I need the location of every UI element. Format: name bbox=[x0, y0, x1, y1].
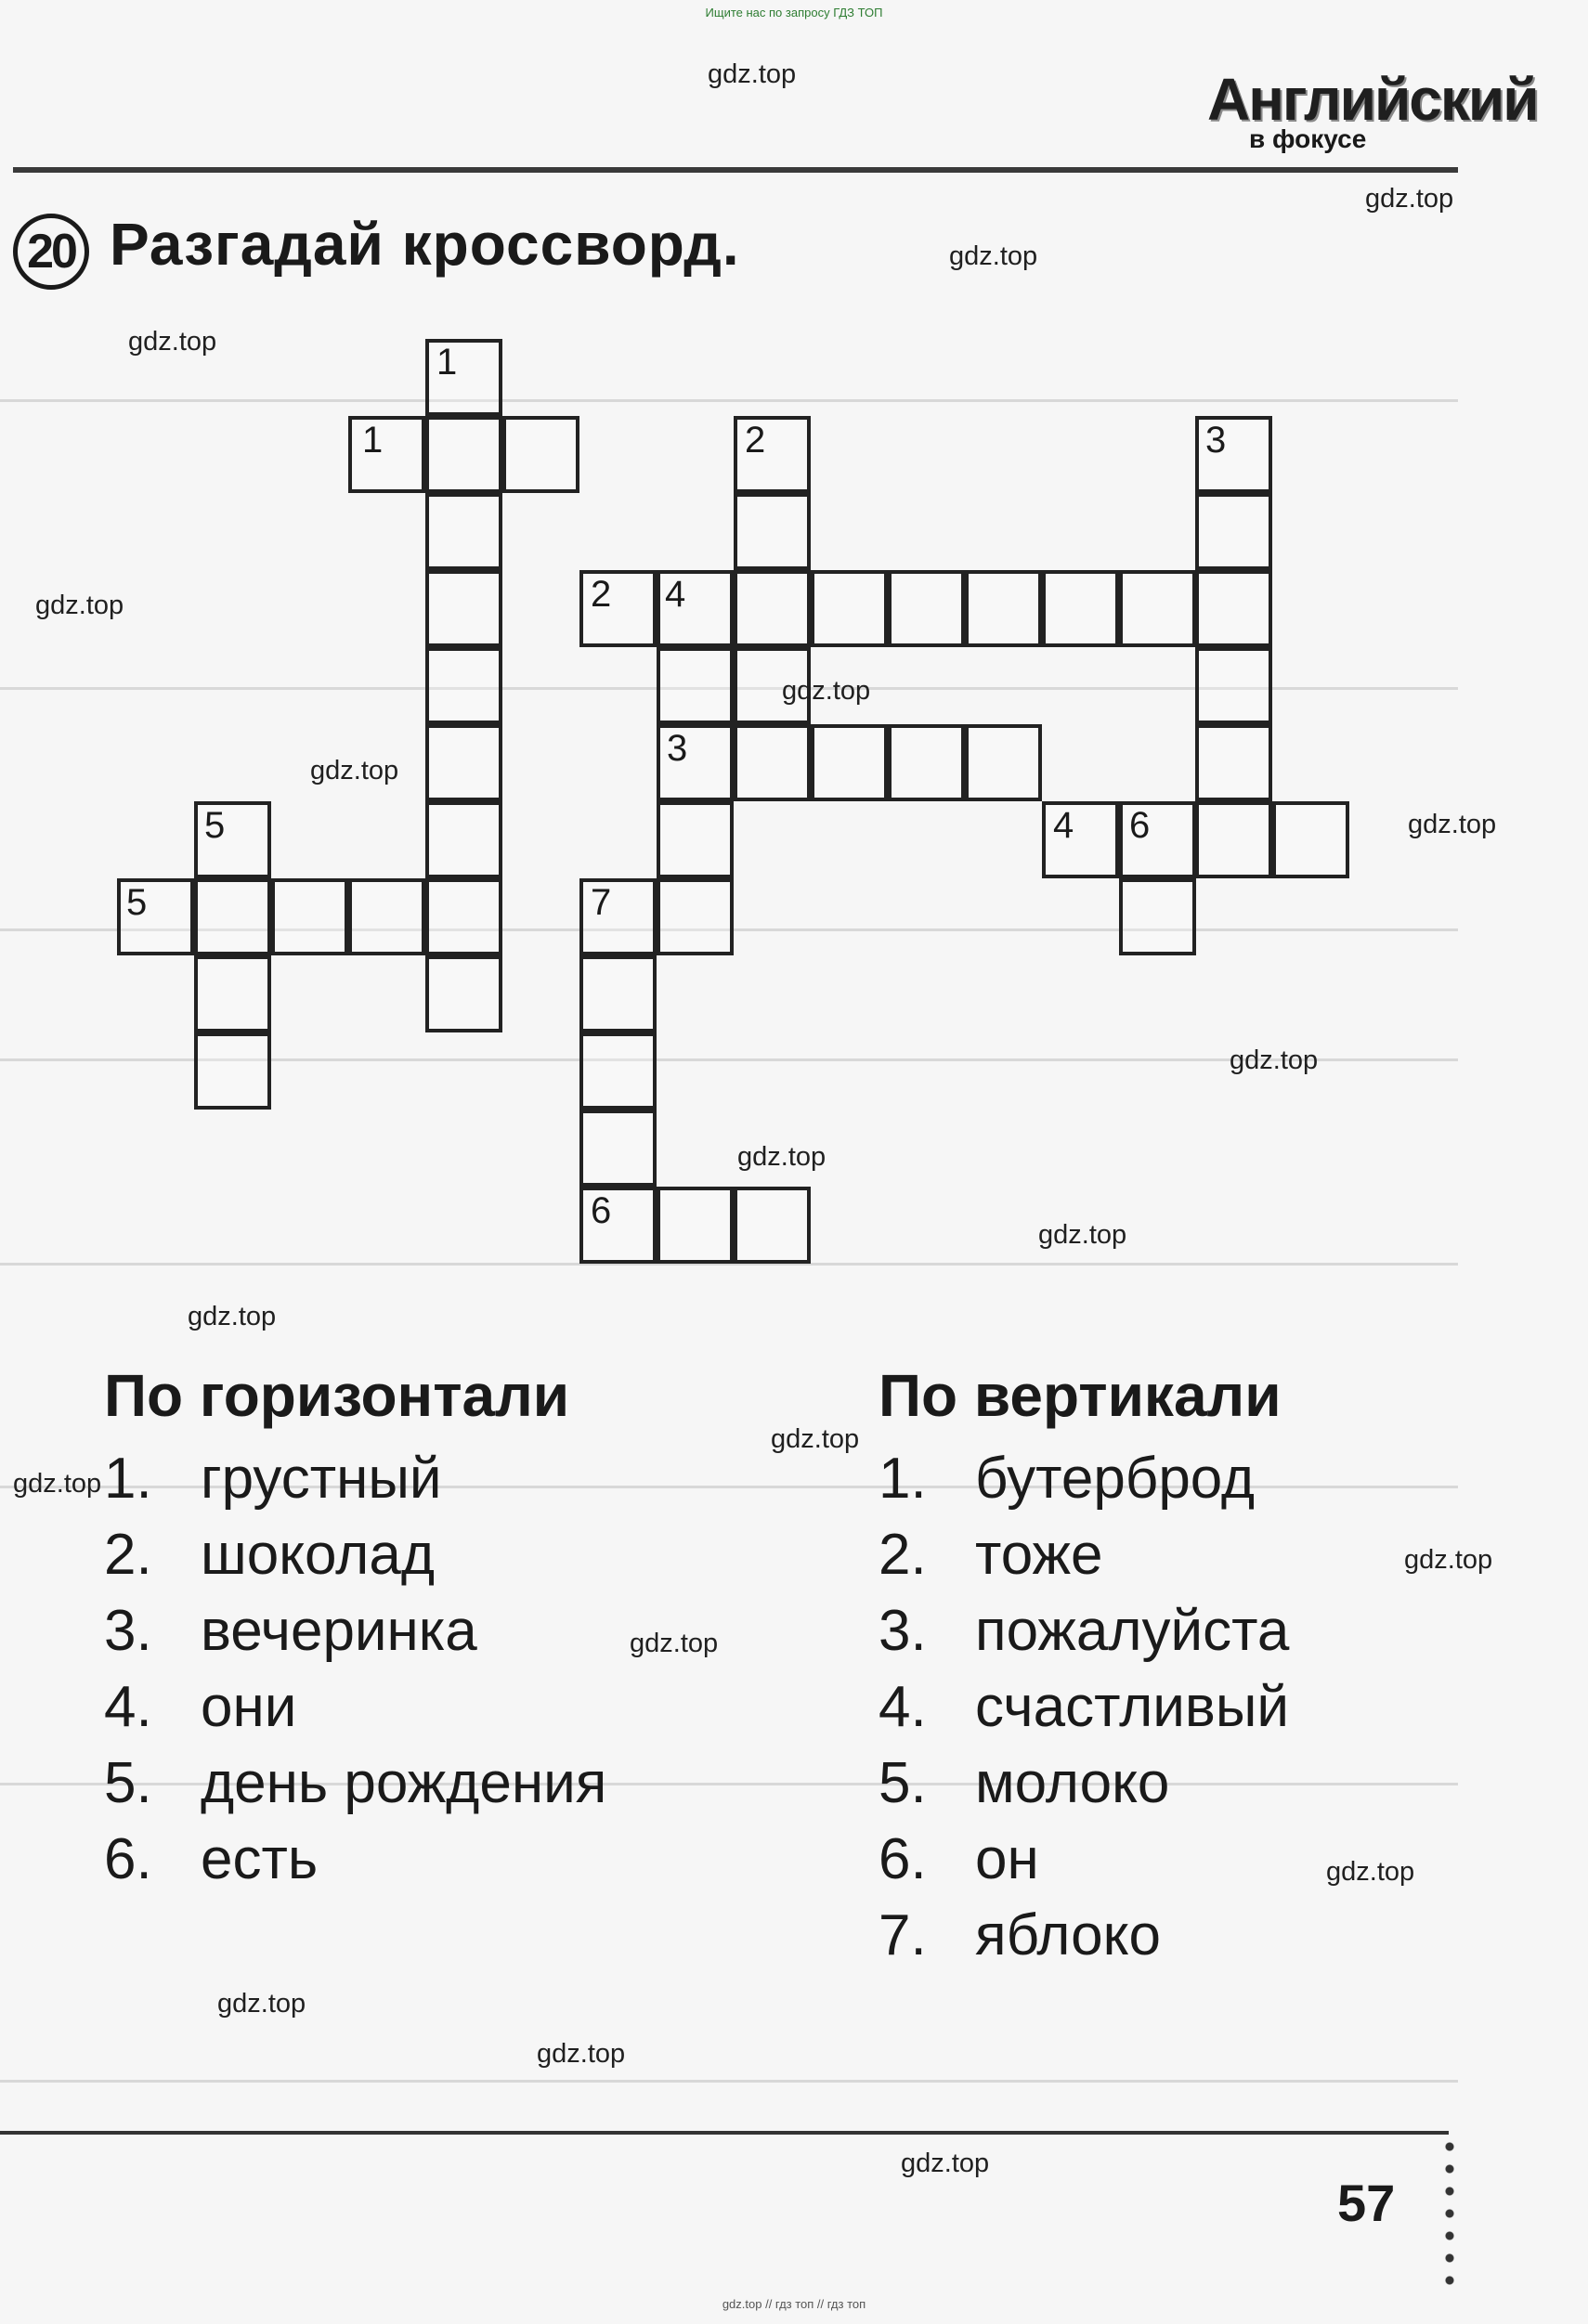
crossword-cell[interactable] bbox=[1042, 570, 1119, 647]
watermark-text[interactable]: gdz.top bbox=[771, 1424, 860, 1454]
down-clue: 3. пожалуйста bbox=[879, 1599, 1290, 1663]
crossword-cell[interactable] bbox=[734, 570, 811, 647]
crossword-cell[interactable] bbox=[348, 416, 425, 493]
cell-number: 3 bbox=[1205, 420, 1227, 461]
watermark-text[interactable]: gdz.top bbox=[1365, 184, 1454, 214]
ghost-line bbox=[0, 2080, 1458, 2083]
crossword-cell[interactable] bbox=[965, 570, 1042, 647]
down-clue: 4. счастливый bbox=[879, 1675, 1290, 1739]
crossword-cell[interactable] bbox=[965, 724, 1042, 801]
down-clue-list bbox=[879, 1441, 1289, 1974]
crossword-cell[interactable] bbox=[657, 647, 734, 724]
watermark-text[interactable]: gdz.top bbox=[1408, 810, 1497, 839]
crossword-cell[interactable] bbox=[425, 878, 502, 955]
cell-number: 1 bbox=[362, 420, 384, 461]
watermark-text[interactable]: gdz.top bbox=[310, 756, 399, 785]
across-title: По горизонтали bbox=[104, 1362, 570, 1429]
cell-number: 5 bbox=[204, 805, 226, 846]
cell-number: 2 bbox=[591, 574, 612, 615]
crossword-cell[interactable] bbox=[657, 1187, 734, 1264]
cell-number: 5 bbox=[126, 882, 148, 923]
crossword-cell[interactable] bbox=[194, 1032, 271, 1110]
across-clue: 4. они bbox=[104, 1675, 297, 1739]
cell-number: 4 bbox=[1053, 805, 1074, 846]
task-number-badge: 20 bbox=[13, 214, 89, 290]
across-clue: 1. грустный bbox=[104, 1447, 442, 1511]
across-clue: 6. есть bbox=[104, 1827, 319, 1891]
cell-number: 7 bbox=[591, 882, 612, 923]
watermark-text[interactable]: gdz.top bbox=[949, 241, 1038, 271]
crossword-cell[interactable] bbox=[888, 570, 965, 647]
crossword-cell[interactable] bbox=[1195, 493, 1272, 570]
cell-number: 1 bbox=[436, 342, 458, 383]
watermark-text[interactable]: gdz.top bbox=[537, 2039, 626, 2069]
watermark-text[interactable]: gdz.top bbox=[901, 2149, 990, 2178]
crossword-cell[interactable] bbox=[425, 570, 502, 647]
down-clue: 2. тоже bbox=[879, 1523, 1103, 1587]
crossword-cell[interactable] bbox=[811, 570, 888, 647]
crossword-cell[interactable] bbox=[425, 647, 502, 724]
crossword-cell[interactable] bbox=[1195, 724, 1272, 801]
watermark-text[interactable]: gdz.top bbox=[1326, 1857, 1415, 1887]
crossword-cell[interactable] bbox=[1195, 570, 1272, 647]
crossword-cell[interactable] bbox=[502, 416, 579, 493]
crossword-cell[interactable] bbox=[579, 955, 657, 1032]
crossword-cell[interactable] bbox=[348, 878, 425, 955]
watermark-text[interactable]: gdz.top bbox=[188, 1302, 277, 1331]
watermark-text[interactable]: gdz.top bbox=[128, 327, 217, 357]
page-number: 57 bbox=[1337, 2174, 1396, 2232]
across-clue: 2. шоколад bbox=[104, 1523, 435, 1587]
task-title: Разгадай кроссворд. bbox=[110, 211, 740, 278]
cell-number: 6 bbox=[591, 1190, 612, 1231]
logo-sub-text: в фокусе bbox=[1249, 124, 1367, 153]
crossword-cell[interactable] bbox=[1195, 647, 1272, 724]
cell-number: 3 bbox=[667, 728, 688, 769]
watermark-text[interactable]: gdz.top bbox=[737, 1142, 827, 1172]
across-clue: 5. день рождения bbox=[104, 1751, 607, 1815]
crossword-cell[interactable] bbox=[1272, 801, 1349, 878]
watermark-text[interactable]: gdz.top bbox=[630, 1629, 719, 1658]
watermark-text[interactable]: gdz.top bbox=[782, 676, 871, 706]
bottom-banner[interactable]: gdz.top // гдз топ // гдз топ bbox=[722, 2297, 866, 2311]
crossword-cell[interactable] bbox=[425, 955, 502, 1032]
crossword-cell[interactable] bbox=[657, 878, 734, 955]
crossword-cell[interactable] bbox=[271, 878, 348, 955]
watermark-text[interactable]: gdz.top bbox=[217, 1989, 306, 2019]
crossword-cell[interactable] bbox=[194, 878, 271, 955]
down-clue: 7. яблоко bbox=[879, 1903, 1161, 1967]
down-clue: 6. он bbox=[879, 1827, 1039, 1891]
logo-main-text: Английский bbox=[1207, 66, 1538, 133]
crossword-cell[interactable] bbox=[734, 1187, 811, 1264]
watermark-text[interactable]: gdz.top bbox=[13, 1469, 102, 1499]
watermark-text[interactable]: gdz.top bbox=[1404, 1545, 1493, 1575]
crossword-cell[interactable] bbox=[579, 1032, 657, 1110]
crossword-cell[interactable] bbox=[1119, 878, 1196, 955]
across-clue: 3. вечеринка bbox=[104, 1599, 477, 1663]
cell-number: 2 bbox=[745, 420, 766, 461]
crossword-cell[interactable] bbox=[811, 724, 888, 801]
down-clue: 1. бутерброд bbox=[879, 1447, 1256, 1511]
crossword-cell[interactable] bbox=[425, 416, 502, 493]
crossword-cell[interactable] bbox=[425, 801, 502, 878]
crossword-cell[interactable] bbox=[425, 493, 502, 570]
watermark-text[interactable]: gdz.top bbox=[35, 591, 124, 620]
watermark-text[interactable]: gdz.top bbox=[708, 59, 797, 89]
watermark-text[interactable]: gdz.top bbox=[1038, 1220, 1127, 1250]
crossword-cell[interactable] bbox=[1195, 801, 1272, 878]
down-clue: 5. молоко bbox=[879, 1751, 1170, 1815]
crossword-cell[interactable] bbox=[194, 955, 271, 1032]
crossword-cell[interactable] bbox=[425, 724, 502, 801]
cell-number: 4 bbox=[665, 574, 686, 615]
crossword-cell[interactable] bbox=[657, 801, 734, 878]
dotted-margin bbox=[1443, 2136, 1456, 2293]
cell-number: 6 bbox=[1129, 805, 1151, 846]
footer-rule bbox=[0, 2131, 1449, 2135]
across-clue-list bbox=[104, 1441, 606, 1898]
crossword-cell[interactable] bbox=[734, 724, 811, 801]
top-banner[interactable]: Ищите нас по запросу ГДЗ ТОП bbox=[705, 6, 883, 19]
crossword-cell[interactable] bbox=[1119, 570, 1196, 647]
crossword-cell[interactable] bbox=[579, 1110, 657, 1187]
down-title: По вертикали bbox=[879, 1362, 1282, 1429]
watermark-text[interactable]: gdz.top bbox=[1230, 1045, 1319, 1075]
crossword-cell[interactable] bbox=[734, 493, 811, 570]
crossword-cell[interactable] bbox=[888, 724, 965, 801]
